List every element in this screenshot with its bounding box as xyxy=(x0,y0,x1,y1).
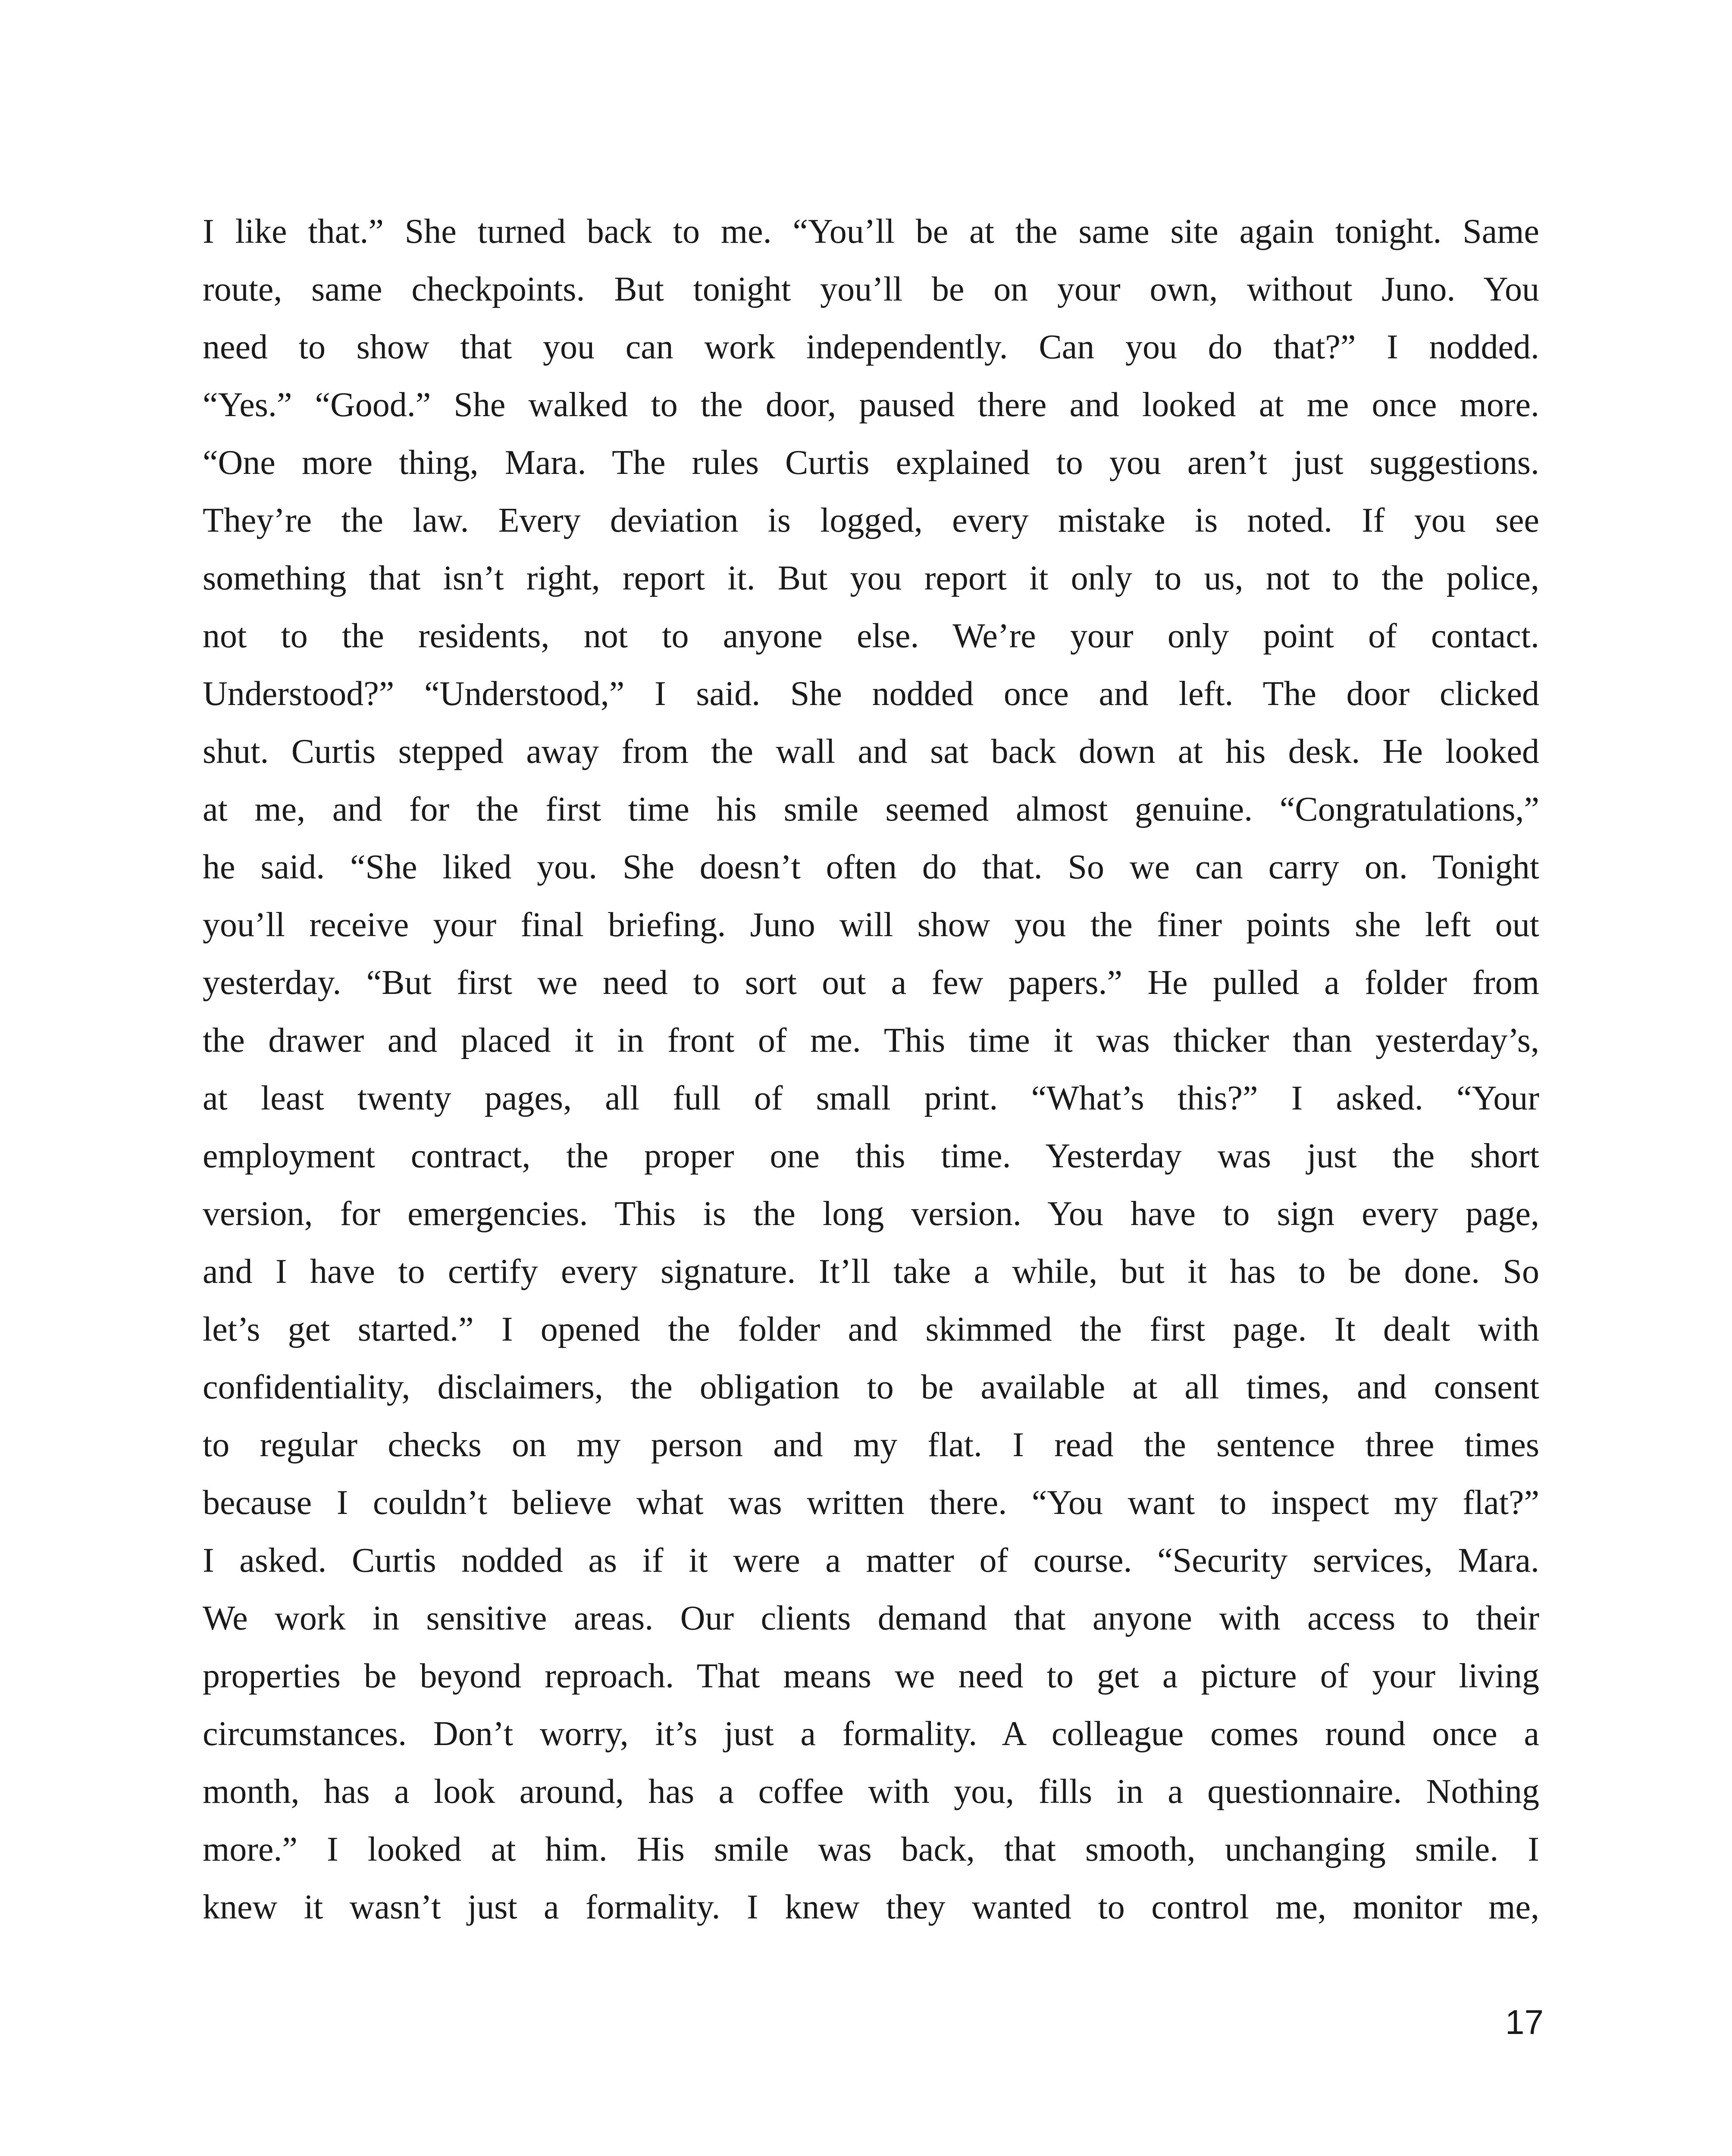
text-line: yesterday. “But first we need to sort out a few papers.” He pulled a folder from xyxy=(203,964,1539,1002)
text-line: something that isn’t right, report it. But you report it only to us, not to the police, xyxy=(203,559,1539,597)
text-line: because I couldn’t believe what was written there. “You want to inspect my flat?” xyxy=(203,1484,1539,1522)
text-line: I asked. Curtis nodded as if it were a matter of course. “Security services, Mara. xyxy=(203,1542,1539,1579)
text-line: month, has a look around, has a coffee with you, fills in a questionnaire. Nothing xyxy=(203,1773,1539,1811)
text-line: to regular checks on my person and my flat. I read the sentence three times xyxy=(203,1426,1539,1464)
text-line: “One more thing, Mara. The rules Curtis explained to you aren’t just suggestions. xyxy=(203,444,1539,482)
text-line: and I have to certify every signature. It’ll take a while, but it has to be done. So xyxy=(203,1253,1539,1291)
body-text xyxy=(203,203,1539,1936)
text-line: knew it wasn’t just a formality. I knew they wanted to control me, monitor me, xyxy=(203,1888,1539,1926)
text-line: not to the residents, not to anyone else. We’re your only point of contact. xyxy=(203,617,1539,655)
text-line: at me, and for the first time his smile seemed almost genuine. “Congratulations,” xyxy=(203,790,1539,828)
text-line: properties be beyond reproach. That means we need to get a picture of your living xyxy=(203,1657,1539,1695)
text-line: he said. “She liked you. She doesn’t often do that. So we can carry on. Tonight xyxy=(203,848,1539,886)
text-line: confidentiality, disclaimers, the obligation to be available at all times, and consent xyxy=(203,1368,1539,1406)
text-line: We work in sensitive areas. Our clients demand that anyone with access to their xyxy=(203,1599,1539,1637)
text-line: version, for emergencies. This is the long version. You have to sign every page, xyxy=(203,1195,1539,1233)
text-line: at least twenty pages, all full of small print. “What’s this?” I asked. “Your xyxy=(203,1079,1539,1117)
text-line: need to show that you can work independently. Can you do that?” I nodded. xyxy=(203,328,1539,366)
text-line: you’ll receive your final briefing. Juno will show you the finer points she left out xyxy=(203,906,1539,944)
text-line: let’s get started.” I opened the folder and skimmed the first page. It dealt with xyxy=(203,1310,1539,1348)
text-line: I like that.” She turned back to me. “You’ll be at the same site again tonight. Same xyxy=(203,213,1539,251)
text-line: employment contract, the proper one this time. Yesterday was just the short xyxy=(203,1137,1539,1175)
text-line: Understood?” “Understood,” I said. She nodded once and left. The door clicked xyxy=(203,675,1539,713)
text-line: They’re the law. Every deviation is logged, every mistake is noted. If you see xyxy=(203,501,1539,539)
text-line: the drawer and placed it in front of me. This time it was thicker than yesterday’s, xyxy=(203,1022,1539,1059)
text-line: shut. Curtis stepped away from the wall and sat back down at his desk. He looked xyxy=(203,733,1539,771)
page-number: 17 xyxy=(1505,2003,1544,2041)
text-line: more.” I looked at him. His smile was back, that smooth, unchanging smile. I xyxy=(203,1830,1539,1868)
text-line: “Yes.” “Good.” She walked to the door, paused there and looked at me once more. xyxy=(203,386,1539,424)
text-line: route, same checkpoints. But tonight you’ll be on your own, without Juno. You xyxy=(203,270,1539,308)
text-line: circumstances. Don’t worry, it’s just a formality. A colleague comes round once a xyxy=(203,1715,1539,1753)
